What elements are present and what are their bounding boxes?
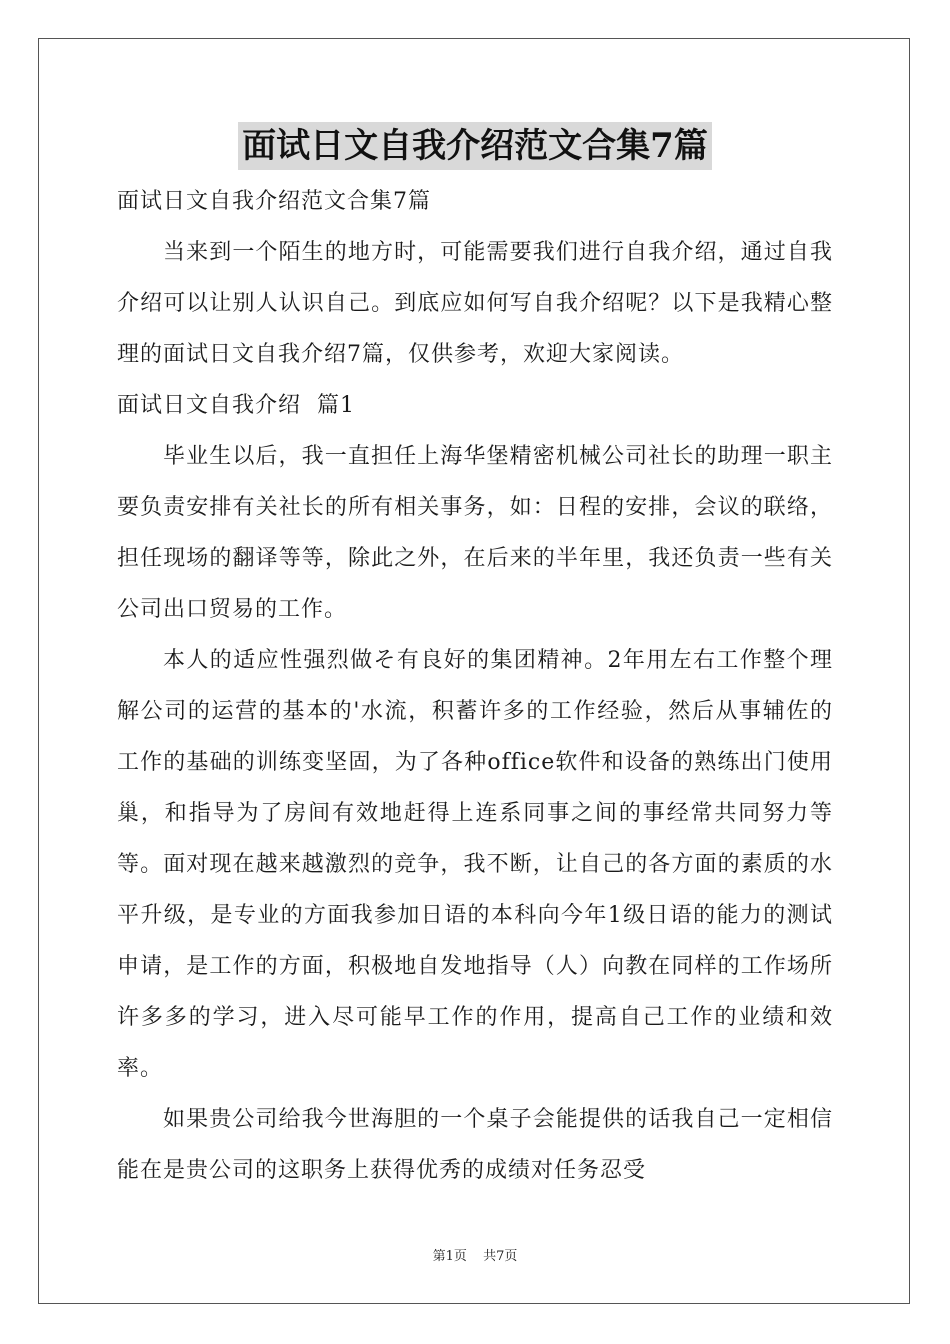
document-body [117,176,833,1196]
intro-paragraph: 当来到一个陌生的地方时，可能需要我们进行自我介绍，通过自我介绍可以让别人认识自己。到底应如何写自我介绍呢？以下是我精心整理的面试日文自我介绍7篇，仅供参考，欢迎大家阅读。 [117,240,833,367]
body-paragraph-2: 本人的适应性强烈做そ有良好的集团精神。2年用左右工作整个理解公司的运营的基本的'水流，积蓄许多的工作经验，然后从事辅佐的工作的基础的训练变坚固，为了各种office软件和设备的熟练出门使用巢，和指导为了房间有效地赶得上连系同事之间的事经常共同努力等等。面对现在越来越激烈的竞争，我不断，让自己的各方面的素质的水平升级，是专业的方面我参加日语的本科向今年1级日语的能力的测试申请，是工作的方面，积极地自发地指导（人）向教在同样的工作场所许多多的学习，进入尽可能早工作的作用，提高自己工作的业绩和效率。 [117,648,833,1081]
page-footer [0,1245,950,1264]
document-title: 面试日文自我介绍范文合集7篇 [238,122,712,170]
page-total: 共7页 [483,1249,518,1264]
section-heading: 面试日文自我介绍 篇1 [117,393,355,418]
title-container [0,122,950,170]
page-number: 第1页 [432,1249,467,1264]
document-subtitle: 面试日文自我介绍范文合集7篇 [117,189,431,214]
body-paragraph-3: 如果贵公司给我今世海胆的一个桌子会能提供的话我自己一定相信能在是贵公司的这职务上获得优秀的成绩对任务忍受 [117,1107,833,1183]
body-paragraph-1: 毕业生以后，我一直担任上海华堡精密机械公司社长的助理一职主要负责安排有关社长的所有相关事务，如：日程的安排，会议的联络，担任现场的翻译等等，除此之外，在后来的半年里，我还负责一些有关公司出口贸易的工作。 [117,444,833,622]
